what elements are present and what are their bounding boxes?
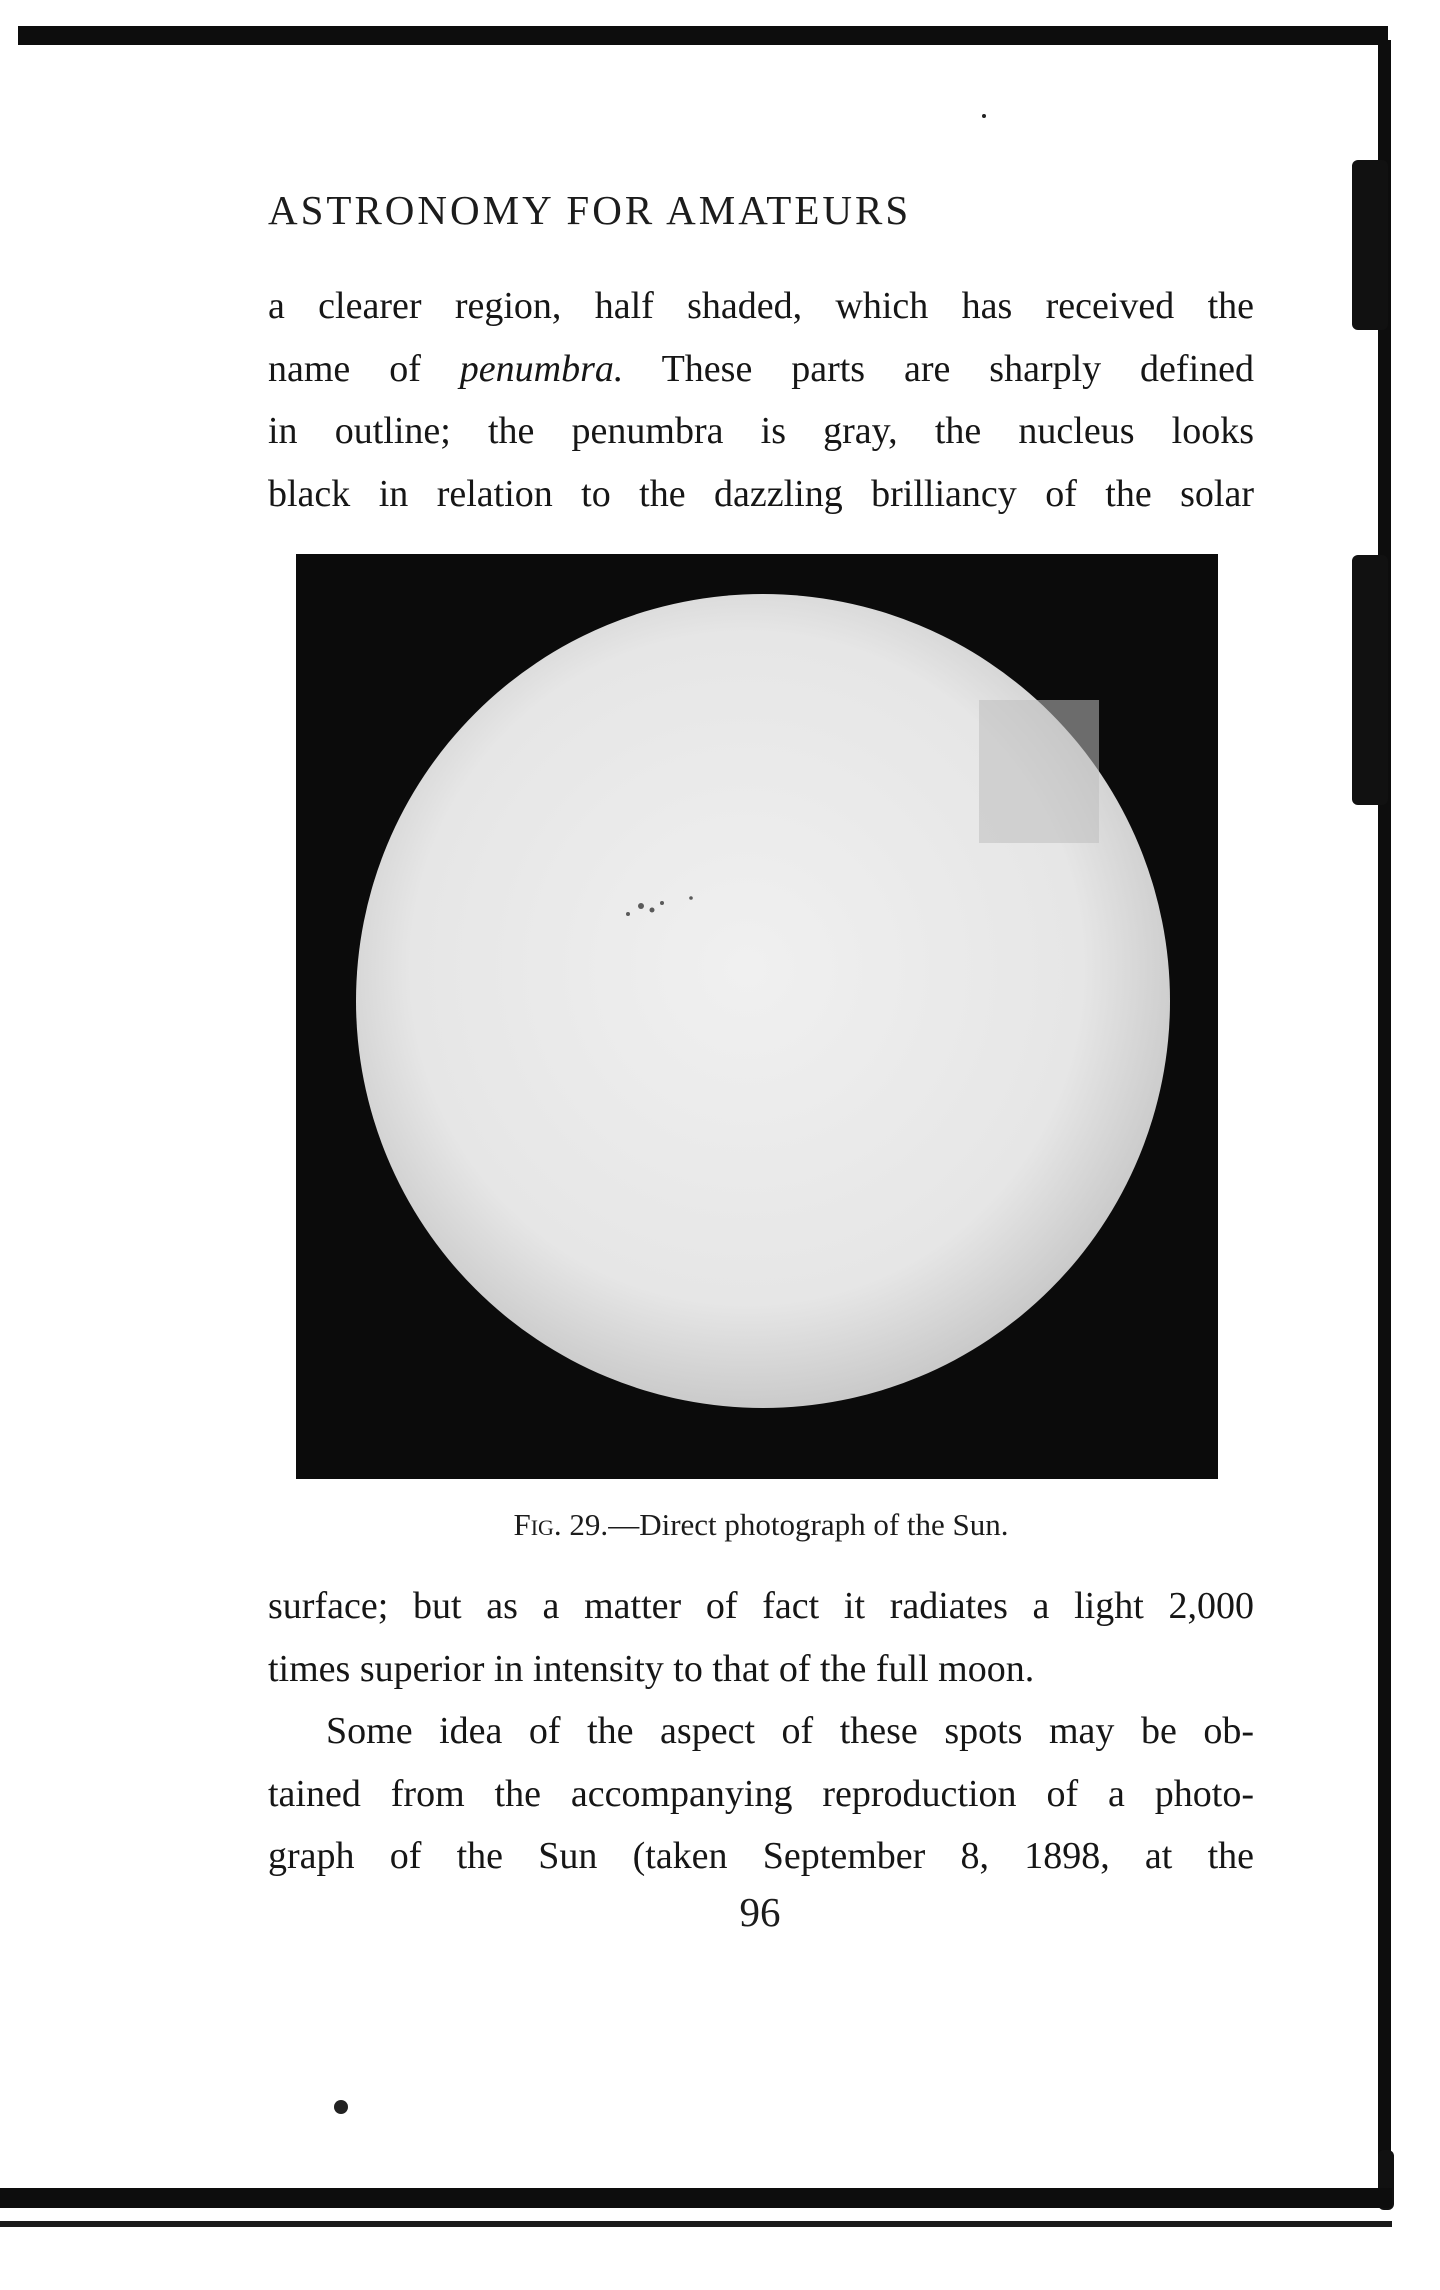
running-head: ASTRONOMY FOR AMATEURS [268, 187, 912, 233]
text-line [268, 1700, 1254, 1763]
scan-border-bottom [0, 2188, 1392, 2208]
sunspot [650, 908, 655, 913]
text-run: tained from the accompanying reproduction of a photo- [268, 1772, 1254, 1815]
sunspot [689, 896, 693, 900]
text-line [268, 400, 1254, 463]
scan-tab-middle [1352, 555, 1388, 805]
ink-speck [334, 2100, 348, 2114]
scan-tab-upper [1352, 160, 1388, 330]
text-line [268, 1825, 1254, 1888]
text-run: times superior in intensity to that of the full moon. [268, 1647, 1035, 1690]
text-line [268, 1575, 1254, 1638]
sunspot [660, 901, 664, 905]
text-run: name of [268, 347, 460, 390]
text-run: surface; but as a matter of fact it radiates a light 2,000 [268, 1585, 1254, 1627]
figure-label: Fig. 29. [513, 1507, 609, 1542]
sunspot [626, 912, 630, 916]
page-number: 96 [739, 1889, 781, 1935]
text-line [268, 1638, 1254, 1701]
sun-photograph [296, 554, 1218, 1479]
photo-plate-defect [979, 700, 1099, 843]
text-line [268, 1763, 1254, 1826]
scan-border-top [18, 26, 1388, 45]
text-line [268, 463, 1254, 526]
text-line [268, 338, 1254, 401]
paragraph-top [268, 275, 1254, 525]
paragraph-bottom [268, 1575, 1254, 1888]
figure-caption-text: —Direct photograph of the Sun. [608, 1507, 1009, 1542]
sun-photo-svg [296, 554, 1218, 1479]
italic-term: penumbra. [459, 347, 624, 390]
text-run: a clearer region, half shaded, which has received the [268, 285, 1254, 327]
scan-border-bottom-thin [0, 2221, 1392, 2227]
figure-caption [268, 1507, 1254, 1543]
text-run: black in relation to the dazzling brilliancy of the solar [268, 472, 1254, 515]
text-run: graph of the Sun (taken September 8, 1898, at the [268, 1835, 1254, 1877]
text-run: in outline; the penumbra is gray, the nucleus looks [268, 410, 1254, 452]
text-run: These parts are sharply defined [623, 347, 1255, 390]
text-line [268, 275, 1254, 338]
text-run: Some idea of the aspect of these spots may be ob- [326, 1710, 1254, 1752]
sunspot [638, 903, 644, 909]
scan-border-right [1378, 40, 1391, 2202]
ink-speck [982, 114, 986, 118]
